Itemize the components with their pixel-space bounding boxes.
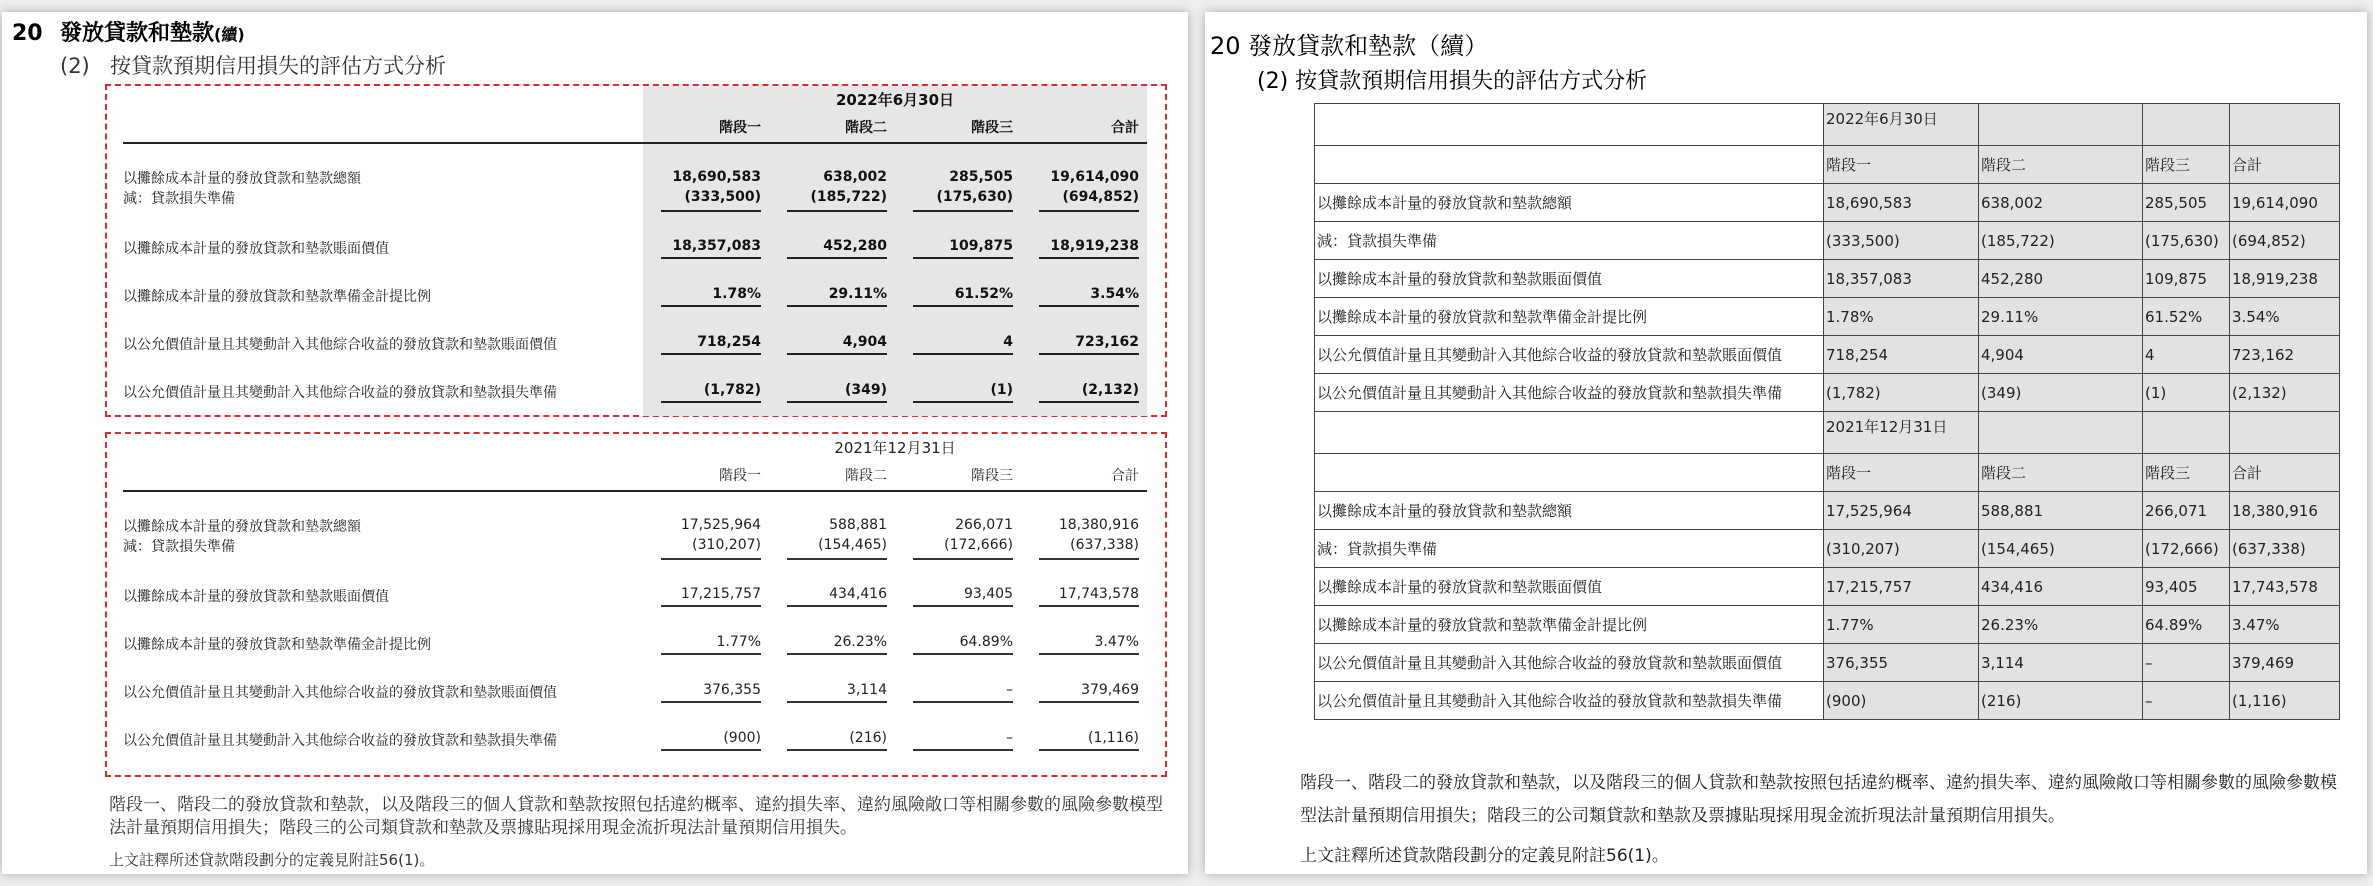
- row-label: 以攤餘成本計量的發放貸款和墊款賬面價值: [1315, 260, 1824, 298]
- table-date-header: 2021年12月31日: [1824, 412, 1979, 454]
- cell-value: 18,690,583: [672, 168, 761, 185]
- table-row: [123, 320, 1147, 368]
- subsection-number: (2): [60, 54, 90, 78]
- cell-value: (900): [661, 730, 761, 751]
- row-label: 以攤餘成本計量的發放貸款和墊款準備金計提比例: [1315, 606, 1824, 644]
- cell-value: 4: [913, 334, 1013, 355]
- col-header-stage-2: 階段二: [1979, 454, 2143, 492]
- cell-value: 3,114: [1979, 644, 2143, 682]
- section-title: 20 發放貸款和墊款（續）: [1210, 32, 1489, 60]
- table-row: [123, 668, 1147, 716]
- highlight-box-2022: [105, 84, 1167, 417]
- cell-value: (349): [787, 382, 887, 403]
- row-label: 以公允價值計量且其變動計入其他綜合收益的發放貸款和墊款損失準備: [123, 385, 557, 401]
- cell-value: 18,919,238: [1039, 238, 1139, 259]
- table-row: [1315, 682, 2340, 720]
- cell-value: 718,254: [1824, 336, 1979, 374]
- col-header-stage-3: 階段三: [2143, 146, 2230, 184]
- table-row: [123, 143, 1147, 224]
- col-header-stage-1: 階段一: [643, 112, 769, 143]
- cell-value: (172,666): [913, 535, 1013, 560]
- cell-value: 61.52%: [913, 286, 1013, 307]
- cell-value: 723,162: [1039, 334, 1139, 355]
- cell-value: 18,919,238: [2230, 260, 2340, 298]
- cell-value: 17,743,578: [1039, 586, 1139, 607]
- cell-value: –: [913, 730, 1013, 751]
- cell-value: 17,215,757: [661, 586, 761, 607]
- cell-value: 64.89%: [2143, 606, 2230, 644]
- cell-value: 4,904: [787, 334, 887, 355]
- cell-value: 638,002: [823, 168, 887, 185]
- row-label: 以攤餘成本計量的發放貸款和墊款賬面價值: [123, 589, 389, 605]
- cell-value: 17,743,578: [2230, 568, 2340, 606]
- cell-value: 17,525,964: [1824, 492, 1979, 530]
- methodology-note: 階段一、階段二的發放貸款和墊款，以及階段三的個人貸款和墊款按照包括違約概率、違約損失率、違約風險敞口等相關參數的風險參數模型法計量預期信用損失；階段三的公司類貸款和墊款及票據貼現採用現金流折現法計量預期信用損失。: [1300, 773, 2337, 826]
- table-row: [1315, 492, 2340, 530]
- cell-value: (2,132): [2230, 374, 2340, 412]
- section-title: [12, 16, 245, 47]
- cell-value: –: [2143, 644, 2230, 682]
- cell-value: –: [913, 682, 1013, 703]
- cell-value: 4: [2143, 336, 2230, 374]
- table-row: [1315, 222, 2340, 260]
- row-label: 減：貸款損失準備: [1315, 530, 1824, 568]
- row-label: 減：貸款損失準備: [123, 191, 235, 207]
- cell-value: 19,614,090: [1050, 168, 1139, 185]
- section-number: 20: [12, 21, 43, 46]
- table-2022: [123, 86, 1147, 416]
- row-label: 以攤餘成本計量的發放貸款和墊款總額: [1315, 492, 1824, 530]
- cell-value: 723,162: [2230, 336, 2340, 374]
- table-row: [123, 620, 1147, 668]
- cell-value: (154,465): [1979, 530, 2143, 568]
- table-row: [123, 224, 1147, 272]
- row-label: 以公允價值計量且其變動計入其他綜合收益的發放貸款和墊款賬面價值: [123, 337, 557, 353]
- table-2021: [123, 434, 1147, 764]
- cell-value: 266,071: [955, 516, 1013, 533]
- table-row: [123, 368, 1147, 416]
- cell-value: 285,505: [949, 168, 1013, 185]
- col-header-stage-1: 階段一: [1824, 146, 1979, 184]
- row-label: 以攤餘成本計量的發放貸款和墊款總額: [1315, 184, 1824, 222]
- right-document-panel: [1205, 12, 2367, 874]
- cell-value: 1.78%: [661, 286, 761, 307]
- cell-value: 109,875: [2143, 260, 2230, 298]
- cell-value: 434,416: [1979, 568, 2143, 606]
- cell-value: (310,207): [1824, 530, 1979, 568]
- cell-value: 376,355: [1824, 644, 1979, 682]
- row-label: 以攤餘成本計量的發放貸款和墊款準備金計提比例: [123, 637, 431, 653]
- row-label: 以攤餘成本計量的發放貸款和墊款總額: [123, 519, 361, 535]
- table-row: [1315, 298, 2340, 336]
- cell-value: (333,500): [1824, 222, 1979, 260]
- col-header-stage-2: 階段二: [1979, 146, 2143, 184]
- table-date-header: 2021年12月31日: [834, 438, 956, 457]
- cell-value: 452,280: [1979, 260, 2143, 298]
- row-label: 以攤餘成本計量的發放貸款和墊款賬面價值: [1315, 568, 1824, 606]
- cell-value: 18,690,583: [1824, 184, 1979, 222]
- col-header-total: 合計: [2230, 146, 2340, 184]
- cell-value: 93,405: [913, 586, 1013, 607]
- table-row: [1315, 336, 2340, 374]
- cell-value: 18,380,916: [2230, 492, 2340, 530]
- cell-value: 3.47%: [2230, 606, 2340, 644]
- cell-value: (185,722): [1979, 222, 2143, 260]
- cell-value: (694,852): [1039, 187, 1139, 212]
- cell-value: 3.47%: [1039, 634, 1139, 655]
- table-row: [123, 272, 1147, 320]
- col-header-stage-1: 階段一: [643, 460, 769, 491]
- table-row: [123, 572, 1147, 620]
- cell-value: (1,116): [2230, 682, 2340, 720]
- table-row: [1315, 644, 2340, 682]
- row-label: 以攤餘成本計量的發放貸款和墊款賬面價值: [123, 241, 389, 257]
- table-row: [123, 491, 1147, 572]
- footnote: 上文註釋所述貸款階段劃分的定義見附註56(1)。: [109, 851, 435, 869]
- subsection-title: [60, 50, 446, 80]
- highlight-box-2021: [105, 432, 1167, 777]
- cell-value: 26.23%: [787, 634, 887, 655]
- row-label: 以攤餘成本計量的發放貸款和墊款總額: [123, 171, 361, 187]
- cell-value: 61.52%: [2143, 298, 2230, 336]
- col-header-stage-1: 階段一: [1824, 454, 1979, 492]
- cell-value: 29.11%: [787, 286, 887, 307]
- cell-value: (900): [1824, 682, 1979, 720]
- col-header-total: 合計: [1021, 460, 1147, 491]
- cell-value: 434,416: [787, 586, 887, 607]
- cell-value: 64.89%: [913, 634, 1013, 655]
- cell-value: 18,380,916: [1058, 516, 1139, 533]
- cell-value: (694,852): [2230, 222, 2340, 260]
- col-header-stage-3: 階段三: [895, 112, 1021, 143]
- section-title-continued: (續): [214, 25, 245, 44]
- cell-value: (154,465): [787, 535, 887, 560]
- row-label: 減：貸款損失準備: [1315, 222, 1824, 260]
- row-label: 以公允價值計量且其變動計入其他綜合收益的發放貸款和墊款賬面價值: [1315, 644, 1824, 682]
- cell-value: 3.54%: [2230, 298, 2340, 336]
- recreated-table: [1314, 103, 2340, 720]
- cell-value: (1,782): [1824, 374, 1979, 412]
- table-row: [1315, 184, 2340, 222]
- cell-value: (333,500): [661, 187, 761, 212]
- col-header-stage-2: 階段二: [769, 112, 895, 143]
- cell-value: 588,881: [829, 516, 887, 533]
- cell-value: 18,357,083: [661, 238, 761, 259]
- cell-value: 379,469: [1039, 682, 1139, 703]
- cell-value: 718,254: [661, 334, 761, 355]
- cell-value: 18,357,083: [1824, 260, 1979, 298]
- cell-value: (185,722): [787, 187, 887, 212]
- table-row: [1315, 530, 2340, 568]
- row-label: 以公允價值計量且其變動計入其他綜合收益的發放貸款和墊款賬面價值: [1315, 336, 1824, 374]
- table-row: [123, 716, 1147, 764]
- cell-value: 17,525,964: [680, 516, 761, 533]
- cell-value: 109,875: [913, 238, 1013, 259]
- col-header-stage-3: 階段三: [895, 460, 1021, 491]
- cell-value: (172,666): [2143, 530, 2230, 568]
- table-date-header: 2022年6月30日: [643, 86, 1147, 112]
- cell-value: 3,114: [787, 682, 887, 703]
- methodology-note: 階段一、階段二的發放貸款和墊款，以及階段三的個人貸款和墊款按照包括違約概率、違約損失率、違約風險敞口等相關參數的風險參數模型法計量預期信用損失；階段三的公司類貸款和墊款及票據貼現採用現金流折現法計量預期信用損失。: [109, 795, 1163, 838]
- cell-value: 285,505: [2143, 184, 2230, 222]
- cell-value: (1): [2143, 374, 2230, 412]
- table-date-header: 2022年6月30日: [1824, 104, 1979, 146]
- col-header-stage-3: 階段三: [2143, 454, 2230, 492]
- cell-value: 379,469: [2230, 644, 2340, 682]
- row-label: 以公允價值計量且其變動計入其他綜合收益的發放貸款和墊款賬面價值: [123, 685, 557, 701]
- cell-value: (216): [1979, 682, 2143, 720]
- cell-value: 452,280: [787, 238, 887, 259]
- subsection-title-text: 按貸款預期信用損失的評估方式分析: [110, 54, 446, 78]
- table-date-row: [1315, 412, 2340, 454]
- cell-value: (2,132): [1039, 382, 1139, 403]
- cell-value: 1.77%: [1824, 606, 1979, 644]
- row-label: 以攤餘成本計量的發放貸款和墊款準備金計提比例: [1315, 298, 1824, 336]
- row-label: 以公允價值計量且其變動計入其他綜合收益的發放貸款和墊款損失準備: [123, 733, 557, 749]
- left-document-panel: [2, 12, 1188, 874]
- cell-value: 3.54%: [1039, 286, 1139, 307]
- cell-value: 29.11%: [1979, 298, 2143, 336]
- subsection-title: (2) 按貸款預期信用損失的評估方式分析: [1257, 69, 1648, 94]
- table-row: [1315, 374, 2340, 412]
- col-header-total: 合計: [1021, 112, 1147, 143]
- cell-value: (1,116): [1039, 730, 1139, 751]
- row-label: 減：貸款損失準備: [123, 539, 235, 555]
- cell-value: 4,904: [1979, 336, 2143, 374]
- table-stage-row: [1315, 146, 2340, 184]
- table-date-row: [1315, 104, 2340, 146]
- cell-value: (1): [913, 382, 1013, 403]
- cell-value: –: [2143, 682, 2230, 720]
- table-row: [1315, 568, 2340, 606]
- row-label: 以攤餘成本計量的發放貸款和墊款準備金計提比例: [123, 289, 431, 305]
- cell-value: (637,338): [1039, 535, 1139, 560]
- cell-value: (310,207): [661, 535, 761, 560]
- cell-value: (1,782): [661, 382, 761, 403]
- cell-value: 1.78%: [1824, 298, 1979, 336]
- section-title-text: 發放貸款和墊款: [60, 21, 215, 46]
- row-label: 以公允價值計量且其變動計入其他綜合收益的發放貸款和墊款損失準備: [1315, 682, 1824, 720]
- cell-value: (216): [787, 730, 887, 751]
- table-row: [1315, 260, 2340, 298]
- cell-value: (637,338): [2230, 530, 2340, 568]
- cell-value: 26.23%: [1979, 606, 2143, 644]
- row-label: 以公允價值計量且其變動計入其他綜合收益的發放貸款和墊款損失準備: [1315, 374, 1824, 412]
- cell-value: 1.77%: [661, 634, 761, 655]
- cell-value: 588,881: [1979, 492, 2143, 530]
- cell-value: (175,630): [913, 187, 1013, 212]
- cell-value: 19,614,090: [2230, 184, 2340, 222]
- col-header-total: 合計: [2230, 454, 2340, 492]
- cell-value: 17,215,757: [1824, 568, 1979, 606]
- cell-value: (349): [1979, 374, 2143, 412]
- cell-value: (175,630): [2143, 222, 2230, 260]
- table-stage-row: [1315, 454, 2340, 492]
- cell-value: 266,071: [2143, 492, 2230, 530]
- table-row: [1315, 606, 2340, 644]
- cell-value: 376,355: [661, 682, 761, 703]
- cell-value: 93,405: [2143, 568, 2230, 606]
- cell-value: 638,002: [1979, 184, 2143, 222]
- footnote: 上文註釋所述貸款階段劃分的定義見附註56(1)。: [1300, 846, 1669, 866]
- col-header-stage-2: 階段二: [769, 460, 895, 491]
